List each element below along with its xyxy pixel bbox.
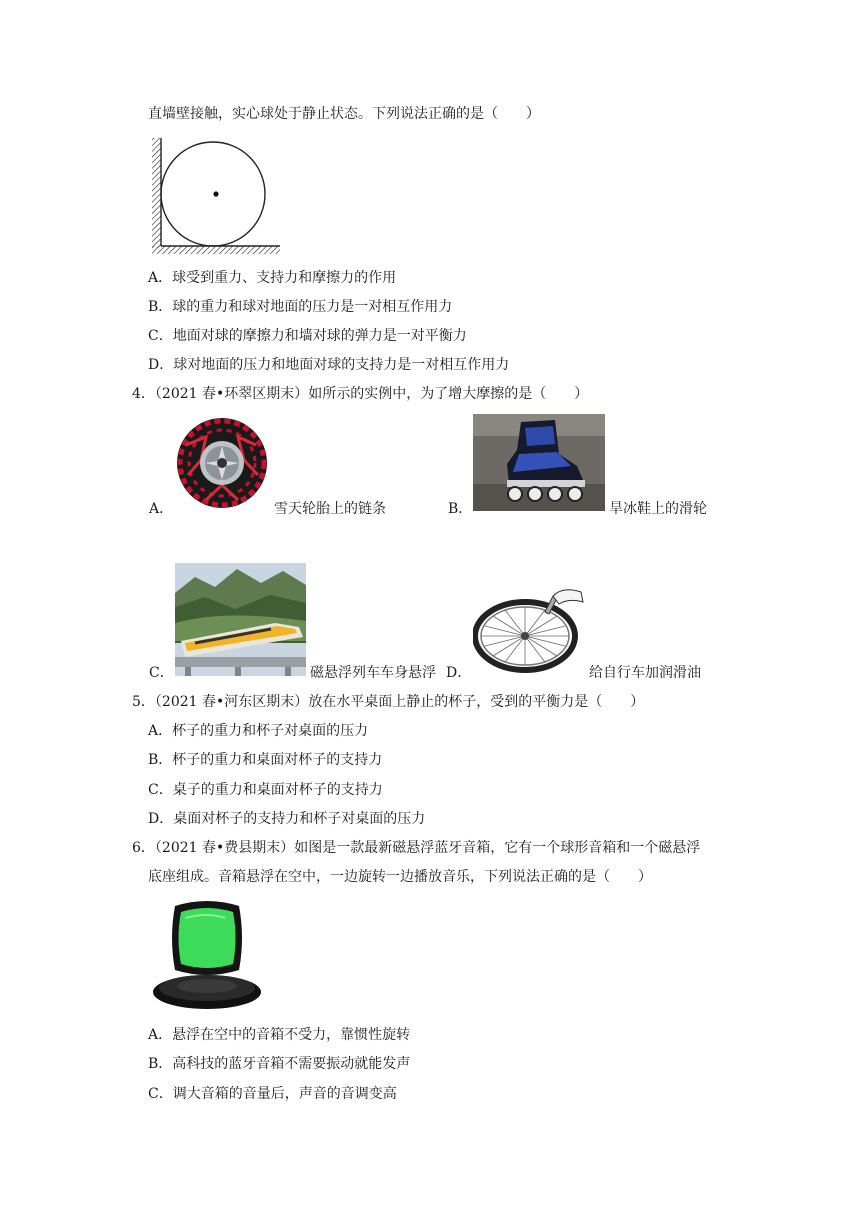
q3-stem: 直墙壁接触，实心球处于静止状态。下列说法正确的是（ ） xyxy=(148,106,540,122)
q5-option-d: D．桌面对杯子的支持力和杯子对桌面的压力 xyxy=(148,811,426,827)
q6-option-c: C．调大音箱的音量后，声音的音调变高 xyxy=(148,1086,397,1102)
q4-option-c-caption: 磁悬浮列车车身悬浮 xyxy=(310,665,436,681)
q6-stem-line2: 底座组成。音箱悬浮在空中，一边旋转一边播放音乐，下列说法正确的是（ ） xyxy=(148,869,652,885)
q4-option-b-letter: B． xyxy=(448,501,473,517)
q6-option-a: A．悬浮在空中的音箱不受力，靠惯性旋转 xyxy=(148,1027,411,1043)
q4-stem: 4．（2021 春•环翠区期末）如所示的实例中，为了增大摩擦的是（ ） xyxy=(132,386,589,402)
q4-option-a-caption: 雪天轮胎上的链条 xyxy=(274,501,386,517)
q5-option-a: A．杯子的重力和杯子对桌面的压力 xyxy=(148,723,369,739)
q4-option-d-caption: 给自行车加润滑油 xyxy=(589,665,701,681)
maglev-train-image xyxy=(175,563,306,676)
q3-option-c: C．地面对球的摩擦力和墙对球的弹力是一对平衡力 xyxy=(148,328,467,344)
q3-option-d: D．球对地面的压力和地面对球的支持力是一对相互作用力 xyxy=(148,357,510,373)
q4-option-b-caption: 旱冰鞋上的滑轮 xyxy=(609,501,707,517)
tire-chain-image xyxy=(176,415,269,511)
q3-option-b: B．球的重力和球对地面的压力是一对相互作用力 xyxy=(148,299,453,315)
q4-option-c-letter: C． xyxy=(149,665,174,681)
ball-wall-floor-figure xyxy=(150,136,282,258)
q5-stem: 5．（2021 春•河东区期末）放在水平桌面上静止的杯子，受到的平衡力是（ ） xyxy=(132,694,645,710)
q6-option-b: B．高科技的蓝牙音箱不需要振动就能发声 xyxy=(148,1056,411,1072)
q4-option-a-letter: A． xyxy=(149,501,174,517)
q3-option-a: A．球受到重力、支持力和摩擦力的作用 xyxy=(148,270,397,286)
bicycle-wheel-oiling-image xyxy=(473,586,585,674)
q6-stem-line1: 6．（2021 春•费县期末）如图是一款最新磁悬浮蓝牙音箱，它有一个球形音箱和一个磁悬浮 xyxy=(132,840,701,856)
q4-option-d-letter: D． xyxy=(446,665,472,681)
q5-option-c: C．桌子的重力和桌面对杯子的支持力 xyxy=(148,782,383,798)
q5-option-b: B．杯子的重力和桌面对杯子的支持力 xyxy=(148,752,383,768)
roller-skate-image xyxy=(473,414,605,511)
maglev-speaker-image xyxy=(151,896,263,1013)
